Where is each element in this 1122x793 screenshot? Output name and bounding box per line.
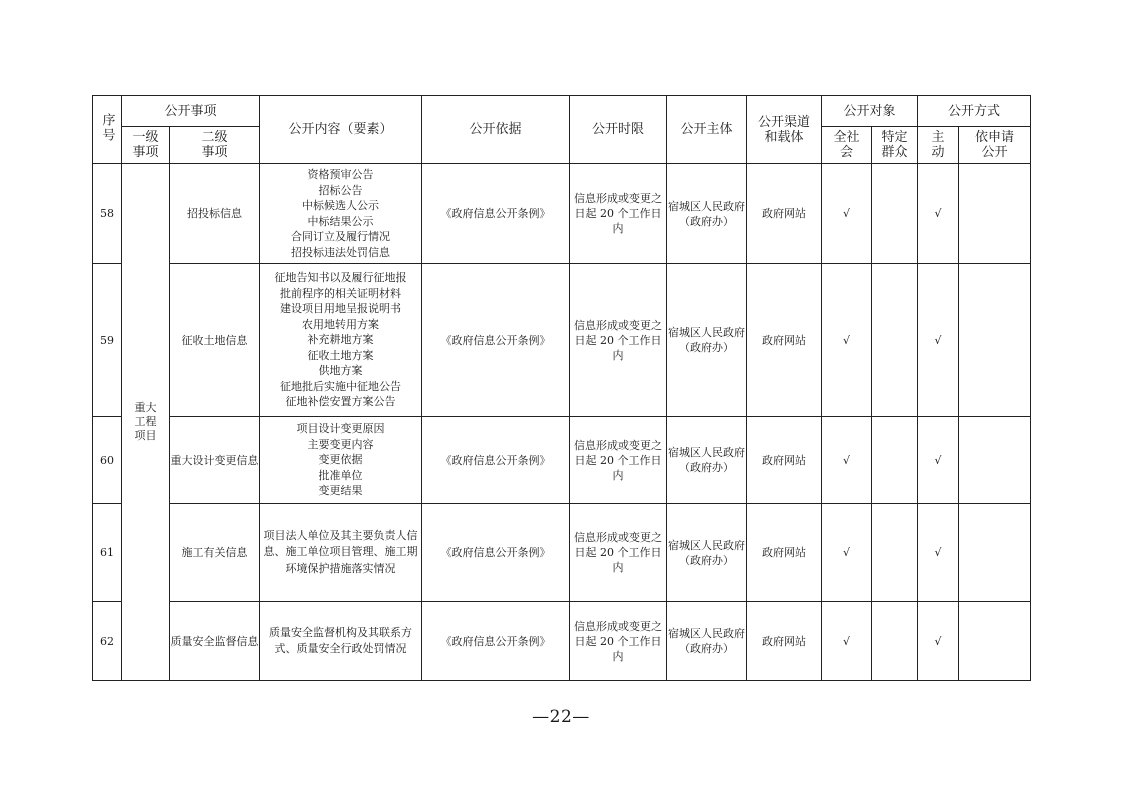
header-seq: 序号 bbox=[93, 96, 122, 164]
header-time-limit: 公开时限 bbox=[570, 96, 667, 164]
content-line: 主要变更内容 bbox=[307, 437, 374, 451]
row-item: 招投标信息 bbox=[170, 164, 260, 264]
table-row bbox=[93, 417, 1031, 504]
content-line: 农用地转用方案 bbox=[302, 317, 380, 331]
row-specific-group-check bbox=[872, 504, 918, 602]
row-on-request-check bbox=[959, 602, 1031, 681]
content-line: 建设项目用地呈报说明书 bbox=[280, 302, 402, 316]
row-subject: 宿城区人民政府（政府办） bbox=[667, 504, 747, 602]
table-row bbox=[93, 264, 1031, 417]
row-subject: 宿城区人民政府（政府办） bbox=[667, 264, 747, 417]
content-line: 批准单位 bbox=[318, 468, 363, 482]
row-specific-group-check bbox=[872, 602, 918, 681]
row-seq: 58 bbox=[93, 164, 122, 264]
row-time-limit: 信息形成或变更之日起 20 个工作日内 bbox=[570, 264, 667, 417]
content-paragraph: 项目法人单位及其主要负责人信息、施工单位项目管理、施工期环境保护措施落实情况 bbox=[263, 528, 418, 575]
page-number: —22— bbox=[532, 707, 590, 727]
row-specific-group-check bbox=[872, 417, 918, 504]
content-paragraph: 质量安全监督机构及其联系方式、质量安全行政处罚情况 bbox=[269, 625, 413, 655]
row-whole-society-check: √ bbox=[822, 504, 872, 602]
header-whole-society: 全社会 bbox=[822, 127, 872, 164]
table-row bbox=[93, 602, 1031, 681]
row-contents bbox=[260, 264, 422, 417]
row-on-request-check bbox=[959, 264, 1031, 417]
row-contents bbox=[260, 164, 422, 264]
row-channel: 政府网站 bbox=[747, 164, 822, 264]
content-line: 招投标违法处罚信息 bbox=[291, 245, 391, 259]
row-seq: 62 bbox=[93, 602, 122, 681]
row-on-request-check bbox=[959, 164, 1031, 264]
row-channel: 政府网站 bbox=[747, 417, 822, 504]
content-line: 批前程序的相关证明材料 bbox=[280, 286, 402, 300]
row-specific-group-check bbox=[872, 264, 918, 417]
content-line: 招标公告 bbox=[318, 183, 363, 197]
header-audience: 公开对象 bbox=[822, 96, 918, 127]
row-whole-society-check: √ bbox=[822, 417, 872, 504]
table-row bbox=[93, 504, 1031, 602]
row-contents bbox=[260, 417, 422, 504]
row-whole-society-check: √ bbox=[822, 164, 872, 264]
header-on-request: 依申请公开 bbox=[959, 127, 1031, 164]
row-subject: 宿城区人民政府（政府办） bbox=[667, 164, 747, 264]
table-header bbox=[93, 96, 1031, 164]
row-item: 施工有关信息 bbox=[170, 504, 260, 602]
content-line: 补充耕地方案 bbox=[307, 333, 374, 347]
row-seq: 61 bbox=[93, 504, 122, 602]
content-line: 中标候选人公示 bbox=[302, 199, 380, 212]
disclosure-table bbox=[92, 95, 1031, 681]
row-time-limit: 信息形成或变更之日起 20 个工作日内 bbox=[570, 602, 667, 681]
row-contents bbox=[260, 504, 422, 602]
row-basis: 《政府信息公开条例》 bbox=[422, 602, 570, 681]
row-whole-society-check: √ bbox=[822, 264, 872, 417]
row-on-request-check bbox=[959, 417, 1031, 504]
content-line: 变更依据 bbox=[318, 453, 363, 467]
content-line: 征地告知书以及履行征地报 bbox=[274, 271, 407, 285]
table-body bbox=[93, 164, 1031, 681]
content-line: 中标结果公示 bbox=[307, 214, 374, 228]
row-active-check: √ bbox=[918, 504, 959, 602]
row-seq: 59 bbox=[93, 264, 122, 417]
category-cell: 重大工程项目 bbox=[122, 164, 170, 681]
header-channel: 公开渠道和载体 bbox=[747, 96, 822, 164]
row-basis: 《政府信息公开条例》 bbox=[422, 504, 570, 602]
row-channel: 政府网站 bbox=[747, 602, 822, 681]
header-level1: 一级事项 bbox=[122, 127, 170, 164]
row-time-limit: 信息形成或变更之日起 20 个工作日内 bbox=[570, 504, 667, 602]
content-line: 项目设计变更原因 bbox=[296, 422, 385, 436]
row-on-request-check bbox=[959, 504, 1031, 602]
content-line: 供地方案 bbox=[318, 364, 363, 378]
header-content: 公开内容（要素） bbox=[260, 96, 422, 164]
content-line: 征地批后实施中征地公告 bbox=[280, 379, 402, 393]
row-item: 征收土地信息 bbox=[170, 264, 260, 417]
row-subject: 宿城区人民政府（政府办） bbox=[667, 417, 747, 504]
content-line: 资格预审公告 bbox=[307, 168, 374, 181]
row-active-check: √ bbox=[918, 417, 959, 504]
row-active-check: √ bbox=[918, 164, 959, 264]
table-row bbox=[93, 164, 1031, 264]
content-line: 变更结果 bbox=[318, 484, 363, 498]
row-channel: 政府网站 bbox=[747, 264, 822, 417]
row-active-check: √ bbox=[918, 264, 959, 417]
row-channel: 政府网站 bbox=[747, 504, 822, 602]
content-line: 征收土地方案 bbox=[307, 348, 374, 362]
row-time-limit: 信息形成或变更之日起 20 个工作日内 bbox=[570, 164, 667, 264]
row-basis: 《政府信息公开条例》 bbox=[422, 164, 570, 264]
header-subject: 公开主体 bbox=[667, 96, 747, 164]
header-active: 主动 bbox=[918, 127, 959, 164]
row-seq: 60 bbox=[93, 417, 122, 504]
row-active-check: √ bbox=[918, 602, 959, 681]
header-public-items: 公开事项 bbox=[122, 96, 260, 127]
header-basis: 公开依据 bbox=[422, 96, 570, 164]
row-subject: 宿城区人民政府（政府办） bbox=[667, 602, 747, 681]
header-method: 公开方式 bbox=[918, 96, 1031, 127]
header-level2: 二级事项 bbox=[170, 127, 260, 164]
row-basis: 《政府信息公开条例》 bbox=[422, 264, 570, 417]
content-line: 合同订立及履行情况 bbox=[291, 230, 391, 243]
row-basis: 《政府信息公开条例》 bbox=[422, 417, 570, 504]
row-item: 质量安全监督信息 bbox=[170, 602, 260, 681]
row-item: 重大设计变更信息 bbox=[170, 417, 260, 504]
row-whole-society-check: √ bbox=[822, 602, 872, 681]
row-specific-group-check bbox=[872, 164, 918, 264]
row-time-limit: 信息形成或变更之日起 20 个工作日内 bbox=[570, 417, 667, 504]
row-contents bbox=[260, 602, 422, 681]
content-line: 征地补偿安置方案公告 bbox=[285, 395, 396, 409]
header-specific-group: 特定群众 bbox=[872, 127, 918, 164]
